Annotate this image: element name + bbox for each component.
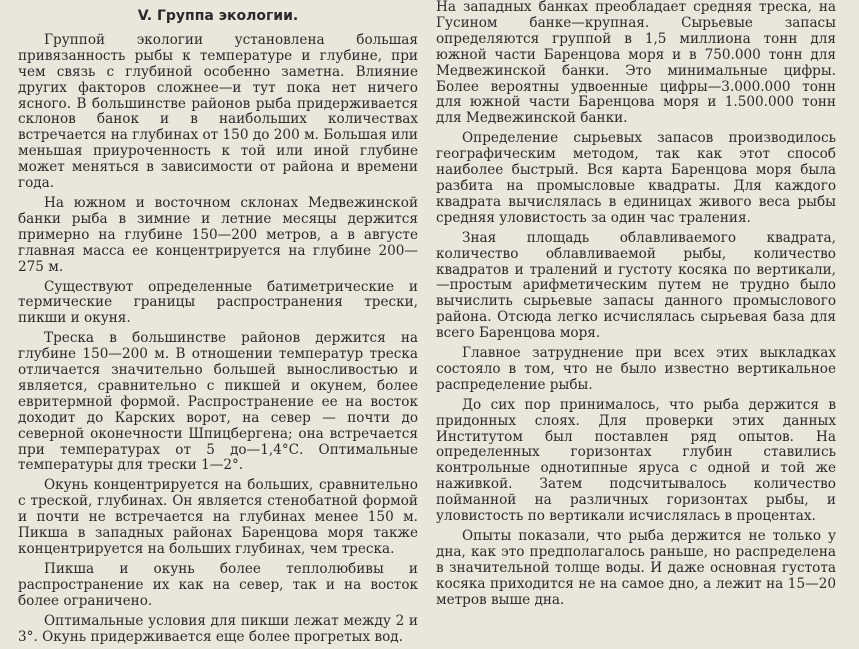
paragraph: Главное затруднение при всех этих выкладках состояло в том, что не было известно вертикальное распределение рыбы. (436, 345, 836, 393)
right-column (436, 0, 836, 613)
paragraph: До сих пор принималось, что рыба держится в придонных слоях. Для проверки этих данных Институтом был поставлен ряд опытов. На определенных горизонтах глубин ставились контрольные однотипные яруса с одной и той же наживкой. Затем подсчитывалось количество пойманной на различных горизонтах рыбы, и уловистость по вертикали исчислялась в процентах. (436, 396, 836, 525)
paragraph: На южном и восточном склонах Медвежинской банки рыба в зимние и летние месяцы держится примерно на глубине 150—200 метров, а в августе главная масса ее концентрируется на глубине 200—275 м. (18, 194, 418, 275)
paragraph: Зная площадь облавливаемого квадрата, количество облавливаемой рыбы, количество квадратов и тралений и густоту косяка по вертикали,—простым арифметическим путем не трудно было вычислить сырьевые запасы данного промыслового района. Отсюда легко исчислялась сырьевая база для всего Баренцова моря. (436, 229, 836, 342)
paragraph: Опыты показали, что рыба держится не только у дна, как это предполагалось раньше, но распределена в значительной толще воды. И даже основная густота косяка приходится не на самое дно, а лежит на 15—20 метров выше дна. (436, 528, 836, 608)
paragraph: На западных банках преобладает средняя треска, на Гусином банке—крупная. Сырьевые запасы определяются группой в 1,5 миллиона тонн для южной части Баренцова моря и в 750.000 тонн для Медвежинской банки. Это минимальные цифры. Более вероятны удвоенные цифры—3.000.000 тонн для южной части Баренцова моря и 1.500.000 тонн для Медвежинской банки. (436, 0, 836, 127)
column-gutter (425, 0, 426, 581)
paragraph: Группой экологии установлена большая привязанность рыбы к температуре и глубине, при чем связь с глубиной особенно заметна. Влияние других факторов сложнее—и тут пока нет ничего ясного. В большинстве районов рыба придерживается склонов банок и в наибольших количествах встречается на глубинах от 150 до 200 м. Большая или меньшая приуроченность к той или иной глубине может меняться в зависимости от района и времени года. (18, 31, 418, 192)
paragraph: Окунь концентрируется на больших, сравнительно с треской, глубинах. Он является стенобатной формой и почти не встречается на глубинах менее 150 м. Пикша в западных районах Баренцова моря также концентрируется на больших глубинах, чем треска. (18, 477, 418, 557)
paragraph: Пикша и окунь более теплолюбивы и распространение их как на север, так и на восток более ограничено. (18, 560, 418, 609)
paragraph: Определение сырьевых запасов производилось географическим методом, так как этот способ наиболее быстрый. Вся карта Баренцова моря была разбита на промысловые квадраты. Для каждого квадрата вычислялась в единицах живого веса рыбы средняя уловистость за один час траления. (436, 130, 836, 226)
paragraph: Существуют определенные батиметрические и термические границы распространения трески, пикши и окуня. (18, 278, 418, 327)
paragraph: Оптимальные условия для пикши лежат между 2 и 3°. Окунь придерживается еще более прогретых вод. (18, 612, 418, 645)
left-column (18, 0, 418, 649)
section-heading: V. Группа экологии. (137, 8, 299, 24)
paragraph: Треска в большинстве районов держится на глубине 150—200 м. В отношении температур треска отличается значительно большей выносливостью и является, сравнительно с пикшей и окунем, более евритермной формой. Распространение ее на восток доходит до Карских ворот, на север — почти до северной оконечности Шпицбергена; она встречается при температурах от 5 до—1,4°С. Оптимальные температуры для трески 1—2°. (18, 330, 418, 474)
